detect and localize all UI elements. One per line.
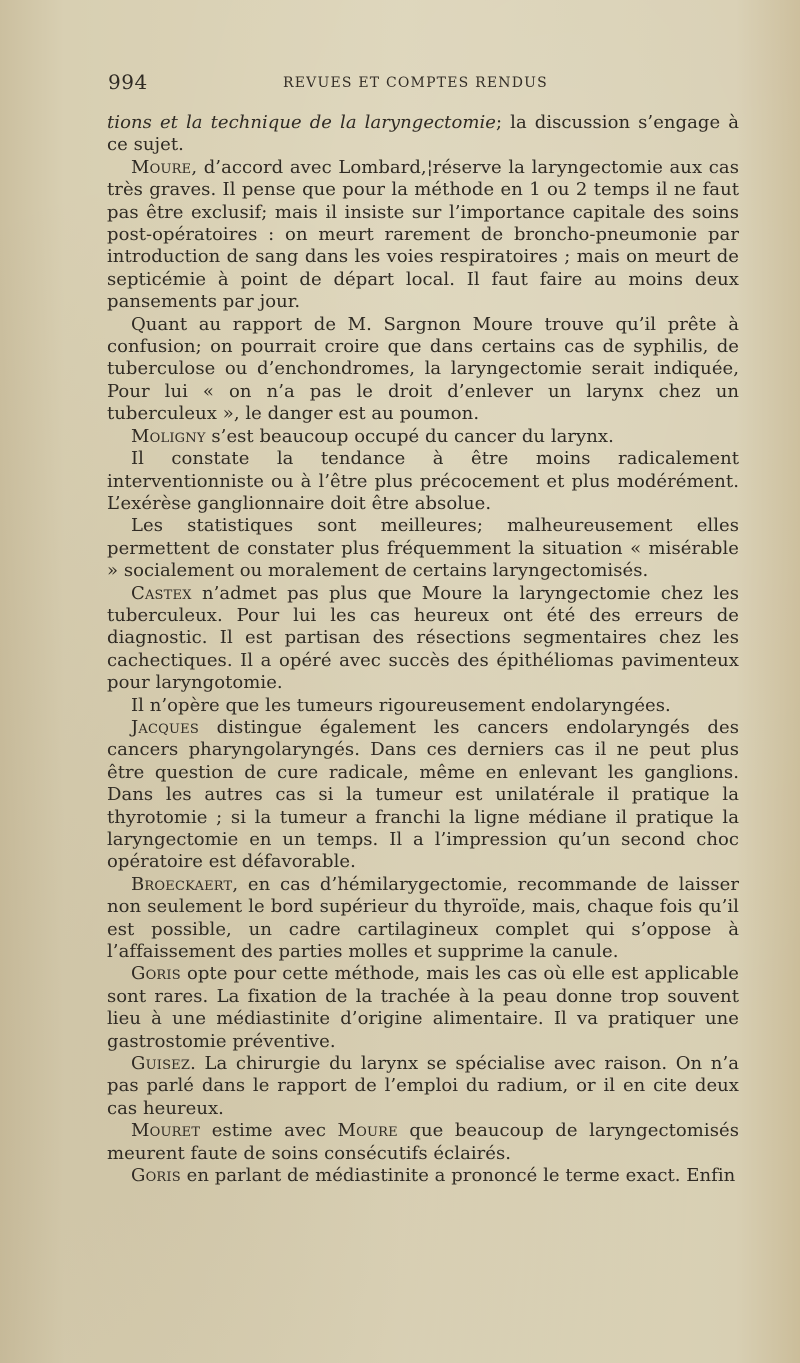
paragraph [107, 314, 739, 426]
text-segment: , d’accord avec Lombard,¦réserve la laryngectomie aux cas très graves. Il pense que pour la méthode en 1 ou 2 temps il ne faut pas être exclusif; mais il insiste sur l’importance capitale des soins post-opératoires : on meurt rarement de broncho-pneumonie par introduction de sang dans les voies respiratoires ; mais on meurt de septicémie à point de départ local. Il faut faire au moins deux pansements par jour. [107, 156, 739, 313]
author-name: Jacques [131, 716, 199, 738]
paragraph [107, 717, 739, 874]
running-head: REVUES ET COMPTES RENDUS [283, 75, 548, 91]
italic-title-fragment: tions et la technique de la laryngectomie [107, 112, 496, 133]
text-segment: Quant au rapport de M. Sargnon Moure trouve qu’il prête à confusion; on pourrait croire que dans certains cas de syphilis, de tuberculose ou d’enchondromes, la laryngectomie serait indiquée, Pour lui « on n’a pas le droit d’enlever un larynx chez un tuberculeux », le danger est au poumon. [107, 313, 739, 425]
text-segment: estime avec [200, 1120, 338, 1142]
paragraph [107, 426, 739, 448]
paragraph [107, 157, 739, 314]
paragraph [107, 1120, 739, 1165]
paragraph [107, 874, 739, 964]
author-name: Guisez [131, 1053, 191, 1075]
text-segment: que beaucoup de laryngectomisés meurent faute de soins consécutifs éclairés. [107, 1120, 739, 1164]
paragraph [107, 1053, 739, 1120]
page-header [108, 70, 740, 98]
author-name: Castex [131, 582, 192, 604]
paragraph [107, 1165, 739, 1187]
author-name: Moligny [131, 425, 206, 447]
text-segment: Il n’opère que les tumeurs rigoureusement endolaryngées. [131, 694, 671, 716]
paragraph [107, 448, 739, 515]
author-name: Mouret [131, 1120, 201, 1142]
author-name: Moure [131, 156, 192, 178]
paragraph [107, 112, 739, 157]
text-segment: opte pour cette méthode, mais les cas où elle est applicable sont rares. La fixation de la trachée à la peau donne trop souvent lieu à une médiastinite d’origine alimentaire. Il va pratiquer une gastrostomie préventive. [107, 963, 739, 1052]
author-name: Broeckaert [131, 873, 233, 895]
text-segment: n’admet pas plus que Moure la laryngectomie chez les tuberculeux. Pour lui les cas heureux ont été des erreurs de diagnostic. Il est partisan des résections segmentaires chez les cachectiques. Il a opéré avec succès des épithéliomas pavimenteux pour laryngotomie. [107, 582, 739, 694]
text-segment: ; la discussion s’engage à ce sujet. [107, 112, 739, 156]
text-segment: Les statistiques sont meilleures; malheureusement elles permettent de constater plus fréquemment la situation « misérable » socialement ou moralement de certains laryngectomisés. [107, 515, 739, 582]
paragraph [107, 695, 739, 717]
author-name: Goris [131, 1165, 181, 1187]
article-body [107, 112, 739, 1188]
text-segment: s’est beaucoup occupé du cancer du larynx. [205, 425, 614, 447]
author-name: Moure [337, 1120, 398, 1142]
paragraph [107, 583, 739, 695]
page-number: 994 [108, 70, 148, 94]
text-segment: Il constate la tendance à être moins radicalement interventionniste ou à l’être plus précocement et plus modérément. L’exérèse ganglionnaire doit être absolue. [107, 448, 739, 514]
text-segment: en parlant de médiastinite a prononcé le terme exact. Enfin [180, 1165, 736, 1187]
paragraph [107, 515, 739, 582]
text-segment: distingue également les cancers endolaryngés des cancers pharyngolaryngés. Dans ces derniers cas il ne peut plus être question de cure radicale, même en enlevant les ganglions. Dans les autres cas si la tumeur est unilatérale il pratique la thyrotomie ; si la tumeur a franchi la ligne médiane il pratique la laryngectomie en un temps. Il a l’impression qu’un second choc opératoire est défavorable. [107, 716, 739, 873]
author-name: Goris [131, 963, 181, 985]
paragraph [107, 963, 739, 1053]
text-segment: , en cas d’hémilarygectomie, recommande de laisser non seulement le bord supérieur du thyroïde, mais, chaque fois qu’il est possible, un cadre cartilagineux complet qui s’oppose à l’affaissement des parties molles et supprime la canule. [107, 873, 739, 963]
text-segment: . La chirurgie du larynx se spécialise avec raison. On n’a pas parlé dans le rapport de l’emploi du radium, or il en cite deux cas heureux. [107, 1053, 739, 1119]
